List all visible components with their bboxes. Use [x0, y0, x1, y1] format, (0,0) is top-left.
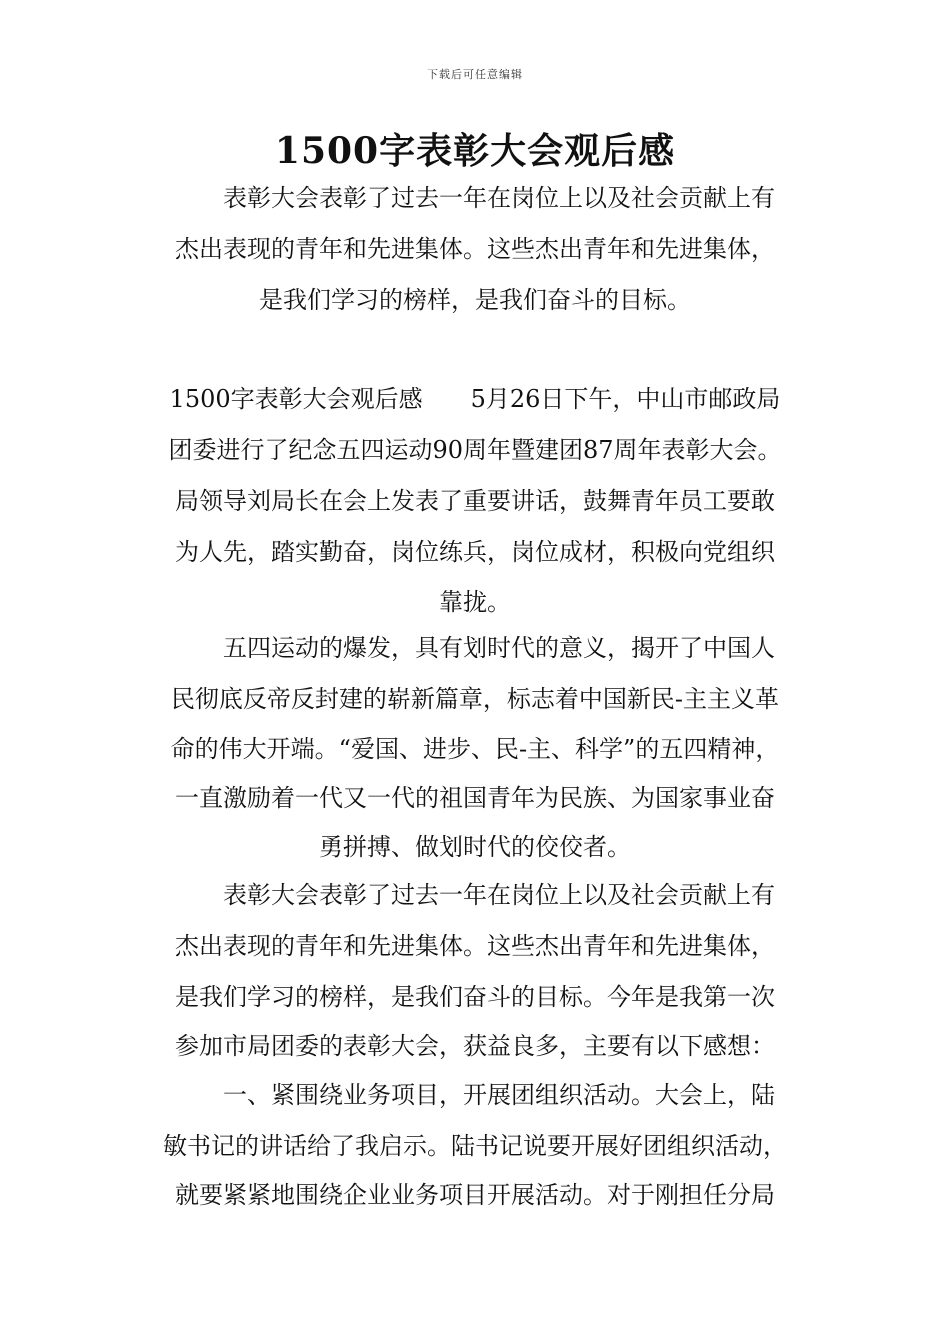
- body-line: 一、紧围绕业务项目，开展团组织活动。大会上，陆: [175, 1081, 775, 1109]
- body-line: 为人先，踏实勤奋，岗位练兵，岗位成材，积极向党组织: [175, 538, 775, 566]
- body-line: 杰出表现的青年和先进集体。这些杰出青年和先进集体，: [175, 932, 775, 960]
- body-line: 团委进行了纪念五四运动90周年暨建团87周年表彰大会。: [168, 436, 782, 464]
- body-line: 局领导刘局长在会上发表了重要讲话，鼓舞青年员工要敢: [175, 487, 775, 515]
- body-line: 五四运动的爆发，具有划时代的意义，揭开了中国人: [175, 634, 775, 662]
- document-title: 1500字表彰大会观后感: [274, 130, 676, 172]
- header-note: 下载后可任意编辑: [427, 68, 523, 81]
- body-line: 表彰大会表彰了过去一年在岗位上以及社会贡献上有: [175, 881, 775, 909]
- body-line: 参加市局团委的表彰大会，获益良多，主要有以下感想：: [175, 1032, 775, 1060]
- body-line: 民彻底反帝反封建的崭新篇章，标志着中国新民-主主义革: [170, 685, 780, 713]
- body-line: 靠拢。: [439, 588, 511, 616]
- body-line: 是我们学习的榜样，是我们奋斗的目标。: [259, 286, 691, 314]
- body-line: 表彰大会表彰了过去一年在岗位上以及社会贡献上有: [175, 184, 775, 212]
- body-line: 杰出表现的青年和先进集体。这些杰出青年和先进集体，: [175, 235, 775, 263]
- body-line: 勇拼搏、做划时代的佼佼者。: [319, 833, 631, 861]
- body-line: 一直激励着一代又一代的祖国青年为民族、为国家事业奋: [175, 784, 775, 812]
- body-line: 敏书记的讲话给了我启示。陆书记说要开展好团组织活动，: [163, 1132, 787, 1160]
- body-line: 命的伟大开端。“爱国、进步、民-主、科学”的五四精神，: [170, 735, 780, 763]
- body-line: 是我们学习的榜样，是我们奋斗的目标。今年是我第一次: [175, 983, 775, 1011]
- body-line: 就要紧紧地围绕企业业务项目开展活动。对于刚担任分局: [175, 1181, 775, 1209]
- body-line: 1500字表彰大会观后感 5月26日下午，中山市邮政局: [169, 385, 781, 413]
